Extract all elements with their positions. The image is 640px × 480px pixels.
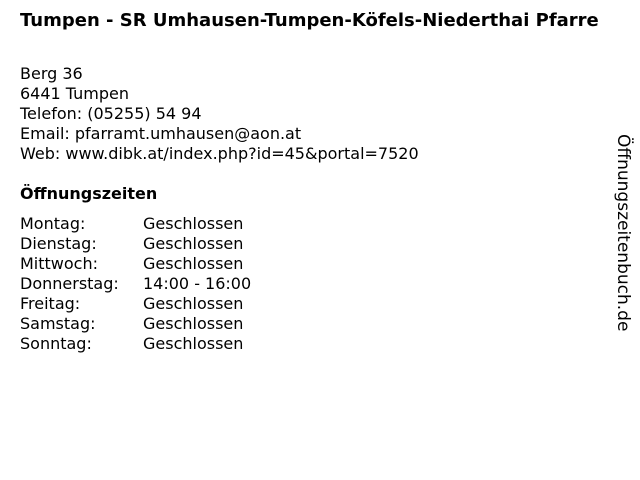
city-address: 6441 Tumpen <box>20 84 130 103</box>
hours-value: Geschlossen <box>143 214 244 233</box>
hours-row-sunday <box>20 334 251 354</box>
email-address: Email: pfarramt.umhausen@aon.at <box>20 124 302 143</box>
hours-row-friday <box>20 294 251 314</box>
day-label: Donnerstag: <box>20 274 119 293</box>
hours-value: Geschlossen <box>143 334 244 353</box>
hours-row-monday <box>20 214 251 234</box>
phone-number: Telefon: (05255) 54 94 <box>20 104 202 123</box>
address-block <box>20 64 419 164</box>
hours-value: Geschlossen <box>143 254 244 273</box>
street-address: Berg 36 <box>20 64 83 83</box>
hours-value: Geschlossen <box>143 294 244 313</box>
web-address: Web: www.dibk.at/index.php?id=45&portal=7520 <box>20 144 419 163</box>
hours-row-wednesday <box>20 254 251 274</box>
day-label: Sonntag: <box>20 334 92 353</box>
opening-hours-table <box>20 214 251 354</box>
opening-hours-heading: Öffnungszeiten <box>20 184 158 203</box>
day-label: Freitag: <box>20 294 81 313</box>
hours-row-tuesday <box>20 234 251 254</box>
hours-value: Geschlossen <box>143 314 244 333</box>
site-watermark: Öffnungszeitenbuch.de <box>613 134 633 332</box>
day-label: Dienstag: <box>20 234 97 253</box>
hours-value: Geschlossen <box>143 234 244 253</box>
day-label: Samstag: <box>20 314 96 333</box>
day-label: Mittwoch: <box>20 254 98 273</box>
day-label: Montag: <box>20 214 86 233</box>
hours-row-saturday <box>20 314 251 334</box>
hours-value: 14:00 - 16:00 <box>143 274 252 293</box>
page-title: Tumpen - SR Umhausen-Tumpen-Köfels-Niederthai Pfarre <box>20 10 599 31</box>
hours-row-thursday <box>20 274 251 294</box>
